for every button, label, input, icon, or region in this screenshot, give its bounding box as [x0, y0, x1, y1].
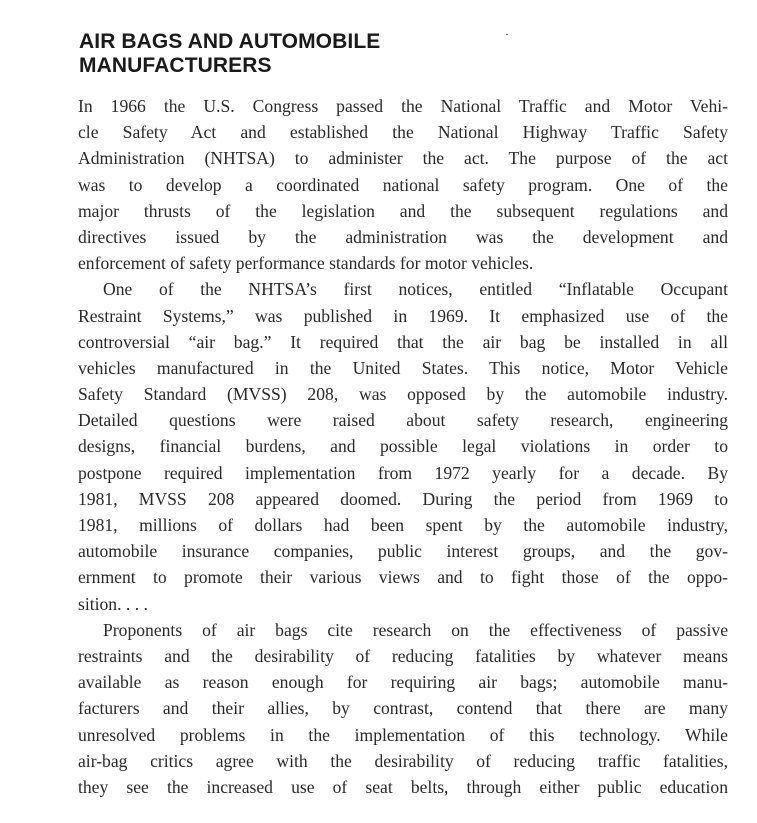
- text-line: One of the NHTSA’s first notices, entitled “Inflatable Occupant: [103, 279, 728, 300]
- text-line: 1981, MVSS 208 appeared doomed. During the period from 1969 to: [78, 488, 728, 509]
- text-line: Administration (NHTSA) to administer the act. The purpose of the act: [78, 148, 728, 169]
- text-line: was to develop a coordinated national safety program. One of the: [78, 174, 728, 195]
- text-line: automobile insurance companies, public interest groups, and the gov-: [78, 541, 728, 562]
- text-line: unresolved problems in the implementation of this technology. While: [78, 724, 728, 745]
- section-heading: [79, 30, 519, 78]
- text-line: controversial “air bag.” It required that the air bag be installed in all: [78, 331, 728, 352]
- heading-line-1: AIR BAGS AND AUTOMOBILE: [79, 30, 381, 53]
- text-line: Proponents of air bags cite research on the effectiveness of passive: [103, 619, 728, 640]
- text-line: facturers and their allies, by contrast, contend that there are many: [78, 698, 728, 719]
- text-line: restraints and the desirability of reducing fatalities by whatever means: [78, 645, 728, 666]
- text-line: designs, financial burdens, and possible legal violations in order to: [78, 436, 728, 457]
- text-line: air-bag critics agree with the desirability of reducing traffic fatalities,: [78, 750, 728, 771]
- text-line: postpone required implementation from 1972 yearly for a decade. By: [78, 462, 728, 483]
- text-line: cle Safety Act and established the National Highway Traffic Safety: [78, 122, 728, 143]
- text-line: vehicles manufactured in the United States. This notice, Motor Vehicle: [78, 357, 728, 378]
- text-line: major thrusts of the legislation and the subsequent regulations and: [78, 200, 728, 221]
- paragraph-3: [78, 617, 728, 800]
- paragraph-1: [78, 93, 728, 276]
- text-line: In 1966 the U.S. Congress passed the National Traffic and Motor Vehi-: [78, 96, 728, 116]
- paragraph-2: [78, 276, 728, 616]
- text-line: directives issued by the administration was the development and: [78, 226, 728, 247]
- text-line: Restraint Systems,” was published in 1969. It emphasized use of the: [78, 305, 728, 326]
- text-line: available as reason enough for requiring air bags; automobile manu-: [78, 672, 728, 693]
- body-text: [78, 93, 728, 800]
- text-line: they see the increased use of seat belts, through either public education: [78, 776, 728, 797]
- text-line: enforcement of safety performance standards for motor vehicles.: [78, 253, 534, 274]
- heading-line-2: MANUFACTURERS: [79, 54, 272, 77]
- text-line: sition. . . .: [78, 593, 148, 614]
- text-line: Detailed questions were raised about safety research, engineering: [78, 410, 728, 431]
- text-line: Safety Standard (MVSS) 208, was opposed by the automobile industry.: [78, 384, 728, 405]
- text-line: 1981, millions of dollars had been spent by the automobile industry,: [78, 515, 728, 535]
- text-line: ernment to promote their various views and to fight those of the oppo-: [78, 567, 728, 588]
